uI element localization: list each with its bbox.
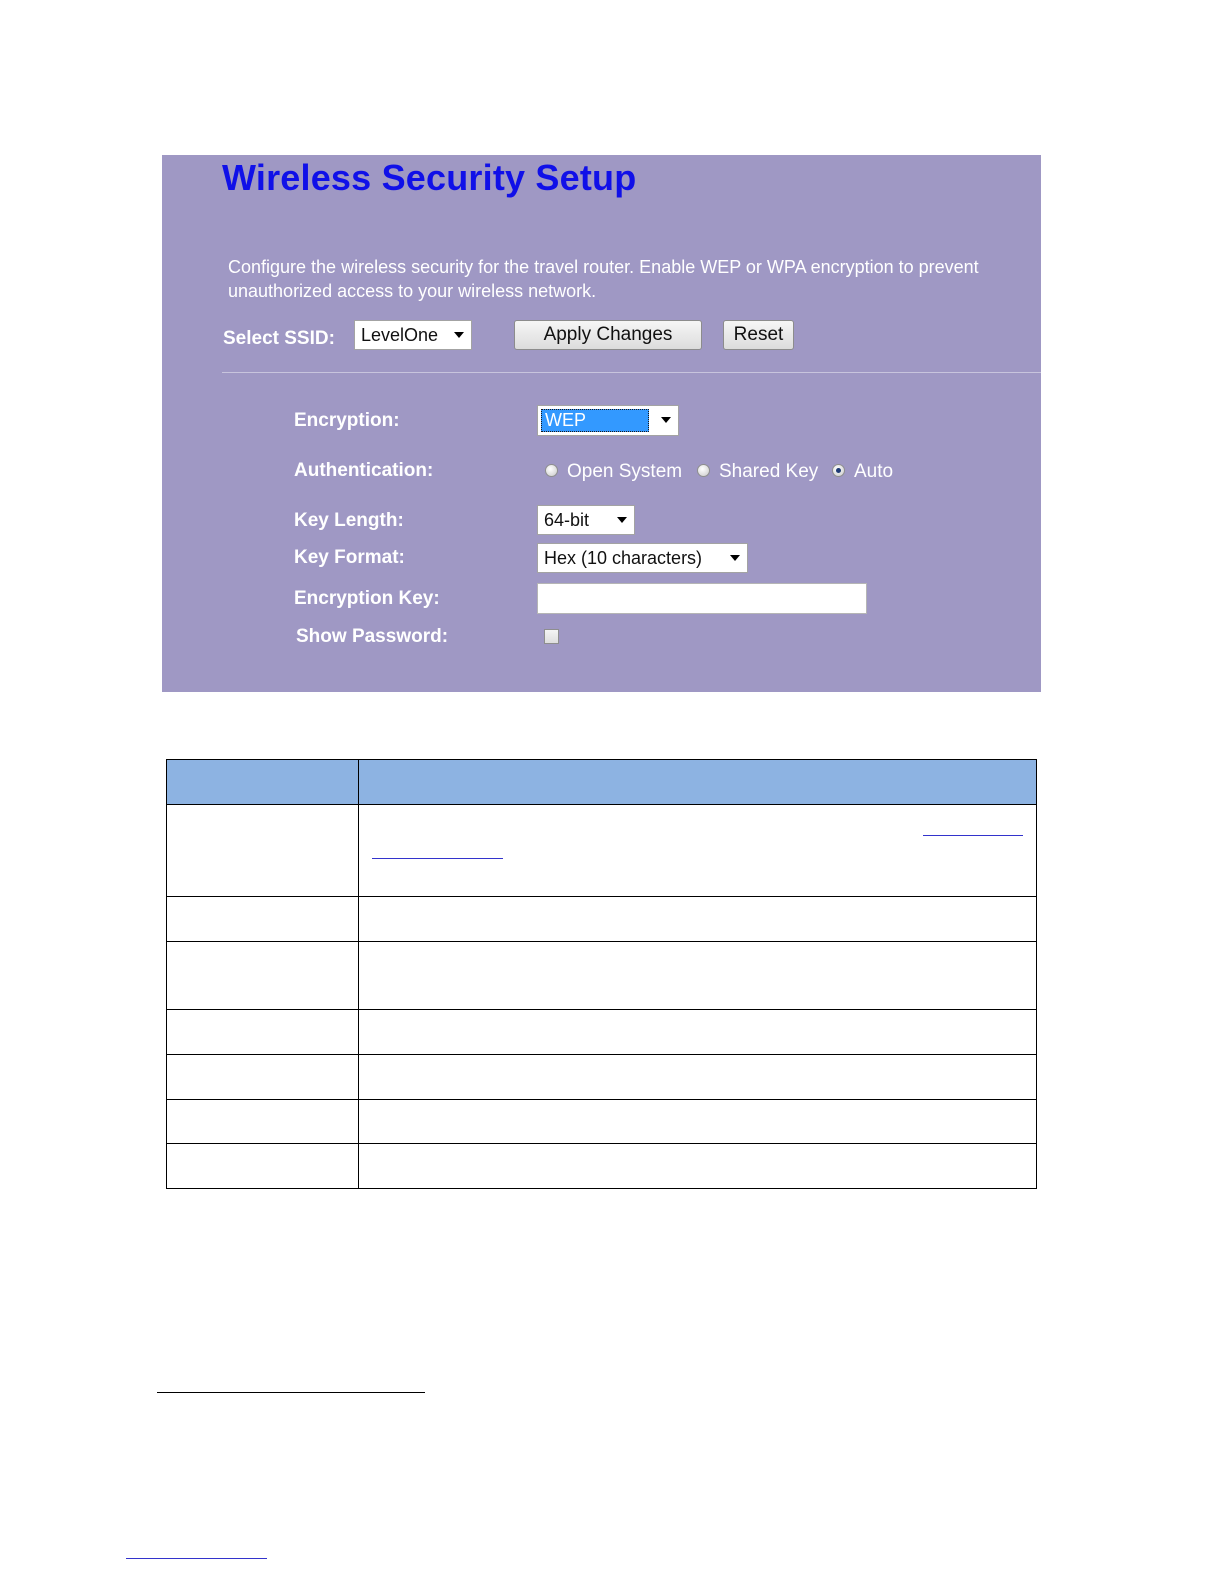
hyperlink-underline[interactable] — [372, 858, 503, 859]
ssid-select[interactable] — [354, 320, 472, 350]
table-cell — [359, 1100, 1037, 1144]
show-password-label: Show Password: — [296, 626, 449, 647]
page-description: Configure the wireless security for the travel router. Enable WEP or WPA encryption to prevent unauthorized access to your wireless network. — [228, 257, 979, 301]
table-row — [167, 1144, 1037, 1189]
radio-auto[interactable] — [832, 464, 845, 477]
table-cell — [167, 897, 359, 942]
apply-changes-button[interactable]: Apply Changes — [514, 320, 702, 350]
key-length-select[interactable] — [537, 505, 635, 535]
table-row — [167, 1055, 1037, 1100]
wireless-security-panel — [162, 155, 1041, 692]
table-header-cell — [359, 760, 1037, 805]
table-cell — [359, 1144, 1037, 1189]
chevron-down-icon — [661, 417, 671, 423]
radio-open-system-label: Open System — [567, 461, 683, 482]
authentication-label: Authentication: — [294, 460, 434, 481]
radio-auto-label: Auto — [854, 461, 894, 482]
table-header-row — [167, 760, 1037, 805]
key-format-select-value: Hex (10 characters) — [544, 548, 703, 568]
table-cell — [359, 942, 1037, 1010]
table-cell — [167, 1055, 359, 1100]
table-cell — [167, 1010, 359, 1055]
hyperlink-underline[interactable] — [923, 835, 1023, 836]
radio-open-system[interactable] — [545, 464, 558, 477]
radio-shared-key[interactable] — [697, 464, 710, 477]
table-cell — [167, 1100, 359, 1144]
table-row — [167, 1100, 1037, 1144]
footnote-separator — [157, 1392, 425, 1393]
encryption-key-label: Encryption Key: — [294, 588, 440, 609]
section-divider — [222, 372, 1041, 373]
ssid-select-value: LevelOne — [361, 325, 439, 345]
table-row — [167, 805, 1037, 897]
hyperlink-underline[interactable] — [126, 1558, 267, 1559]
key-format-select[interactable] — [537, 543, 748, 573]
table-cell — [359, 897, 1037, 942]
encryption-select-value: WEP — [541, 409, 649, 432]
table-cell — [359, 1055, 1037, 1100]
chevron-down-icon — [730, 555, 740, 561]
table-row — [167, 942, 1037, 1010]
chevron-down-icon — [617, 517, 627, 523]
table-row — [167, 897, 1037, 942]
key-length-select-value: 64-bit — [544, 510, 590, 530]
key-length-label: Key Length: — [294, 510, 404, 531]
encryption-key-input[interactable] — [537, 583, 867, 614]
table-header-cell — [167, 760, 359, 805]
settings-description-table — [166, 759, 1037, 1189]
page-title: Wireless Security Setup — [222, 157, 637, 198]
chevron-down-icon — [454, 332, 464, 338]
table-cell — [167, 1144, 359, 1189]
encryption-label: Encryption: — [294, 410, 400, 431]
table-row — [167, 1010, 1037, 1055]
encryption-select[interactable] — [537, 405, 679, 436]
radio-shared-key-label: Shared Key — [719, 461, 819, 482]
show-password-checkbox[interactable] — [544, 629, 559, 644]
table-cell — [359, 805, 1037, 897]
key-format-label: Key Format: — [294, 547, 405, 568]
table-cell — [167, 942, 359, 1010]
reset-button[interactable]: Reset — [723, 320, 794, 350]
table-cell — [167, 805, 359, 897]
table-cell — [359, 1010, 1037, 1055]
select-ssid-label: Select SSID: — [223, 328, 335, 349]
